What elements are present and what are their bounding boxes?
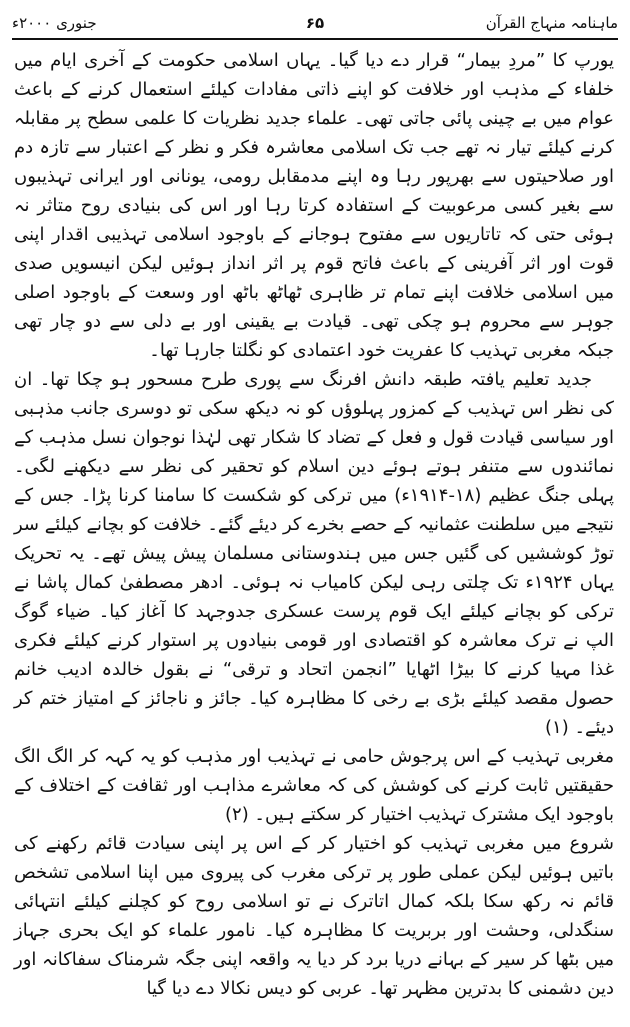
issue-date: جنوری ۲۰۰۰ء [12,14,97,32]
journal-title: ماہنامہ منہاج القرآن [485,14,618,32]
running-header [12,8,618,38]
page-number: ۶۵ [305,14,325,32]
paragraph-3: مغربی تہذیب کے اس پرجوش حامی نے تہذیب اور مذہب کو یہ کہہ کر الگ الگ حقیقتیں ثابت کرنے کی کوشش کی کہ معاشرے مذاہب اور ثقافت کے اختلاف کے باوجود ایک مشترک تہذیب اختیار کر سکتے ہیں۔ (۲) [14,746,614,825]
article-body [14,46,614,1003]
header-rule [12,38,618,40]
paragraph-4: شروع میں مغربی تہذیب کو اختیار کر کے اس پر اپنی سیادت قائم رکھنے کی باتیں ہوئیں لیکن عملی طور پر ترکی مغرب کی پیروی میں اپنا اسلامی تشخص قائم نہ رکھ سکا بلکہ کمال اتاترک نے تو اسلامی روح کو کچلنے کیلئے انتہائی سنگدلی، وحشت اور بربریت کا مظاہرہ کیا۔ نامور علماء کو ایک بحری جہاز میں بٹھا کر سیر کے بہانے دریا برد کر دیا یہ واقعہ اپنی جگہ شرمناک سفاکانہ اور دین دشمنی کا بدترین مظہر تھا۔ عربی کو دیس نکالا دے دیا گیا [14,833,614,999]
paragraph-2: جدید تعلیم یافتہ طبقہ دانش افرنگ سے پوری طرح مسحور ہو چکا تھا۔ ان کی نظر اس تہذیب کے کمزور پہلوؤں کو نہ دیکھ سکی تو دوسری جانب مذہبی اور سیاسی قیادت قول و فعل کے تضاد کا شکار تھی لہٰذا نوجوان نسل مذہب کے نمائندوں سے متنفر ہوتے ہوئے دین اسلام کو تحقیر کی نظر سے دیکھنے لگی۔ پہلی جنگ عظیم (۱۸-۱۹۱۴ء) میں ترکی کو شکست کا سامنا کرنا پڑا۔ جس کے نتیجے میں سلطنت عثمانیہ کے حصے بخرے کر دیئے گئے۔ خلافت کو بچانے کیلئے سر توڑ کوششیں کی گئیں جس میں ہندوستانی مسلمان پیش پیش تھے۔ یہ تحریک یہاں ۱۹۲۴ء تک چلتی رہی لیکن کامیاب نہ ہوئی۔ ادھر مصطفیٰ کمال پاشا نے ترکی کو بچانے کیلئے ایک قوم پرست عسکری جدوجہد کا آغاز کیا۔ ضیاء گوگ الپ نے ترک معاشرہ کو اقتصادی اور قومی بنیادوں پر استوار کرنے کیلئے فکری غذا مہیا کرنے کا بیڑا اٹھایا ”انجمن اتحاد و ترقی“ نے بقول خالدہ ادیب خانم حصول مقصد کیلئے بڑی بے رخی کا مظاہرہ کیا۔ جائز و ناجائز کے امتیاز ختم کر دیئے۔ (۱) [14,369,615,738]
paragraph-1: یورپ کا ”مردِ بیمار“ قرار دے دیا گیا۔ یہاں اسلامی حکومت کے آخری ایام میں خلفاء کے مذہب اور خلافت کو اپنے ذاتی مفادات کیلئے استعمال کرنے کے باعث عوام میں بے چینی پائی جاتی تھی۔ علماء جدید نظریات کا علمی سطح پر مقابلہ کرنے کیلئے تیار نہ تھے جب تک اسلامی معاشرہ فکر و نظر کے اعتبار سے تازہ دم اور صلاحیتوں سے بھرپور رہا وہ اپنے مدمقابل رومی، یونانی اور ایرانی تہذیبوں سے بغیر کسی مرعوبیت کے استفادہ کرتا رہا اور اس کی بنیادی روح متاثر نہ ہوئی حتی کہ تاتاریوں سے مفتوح ہوجانے کے باوجود اسلامی تہذیبی اقدار اپنی قوت اور اثر آفرینی کے باعث فاتح قوم پر اثر انداز ہوئیں لیکن انیسویں صدی میں اسلامی خلافت اپنے تمام تر ظاہری ٹھاٹھ باٹھ اور وسعت کے باوجود اصلی جوہر سے محروم ہو چکی تھی۔ قیادت بے یقینی اور بے دلی سے دو چار تھی جبکہ مغربی تہذیب کا عفریت خود اعتمادی کو نگلتا جارہا تھا۔ [14,50,614,361]
